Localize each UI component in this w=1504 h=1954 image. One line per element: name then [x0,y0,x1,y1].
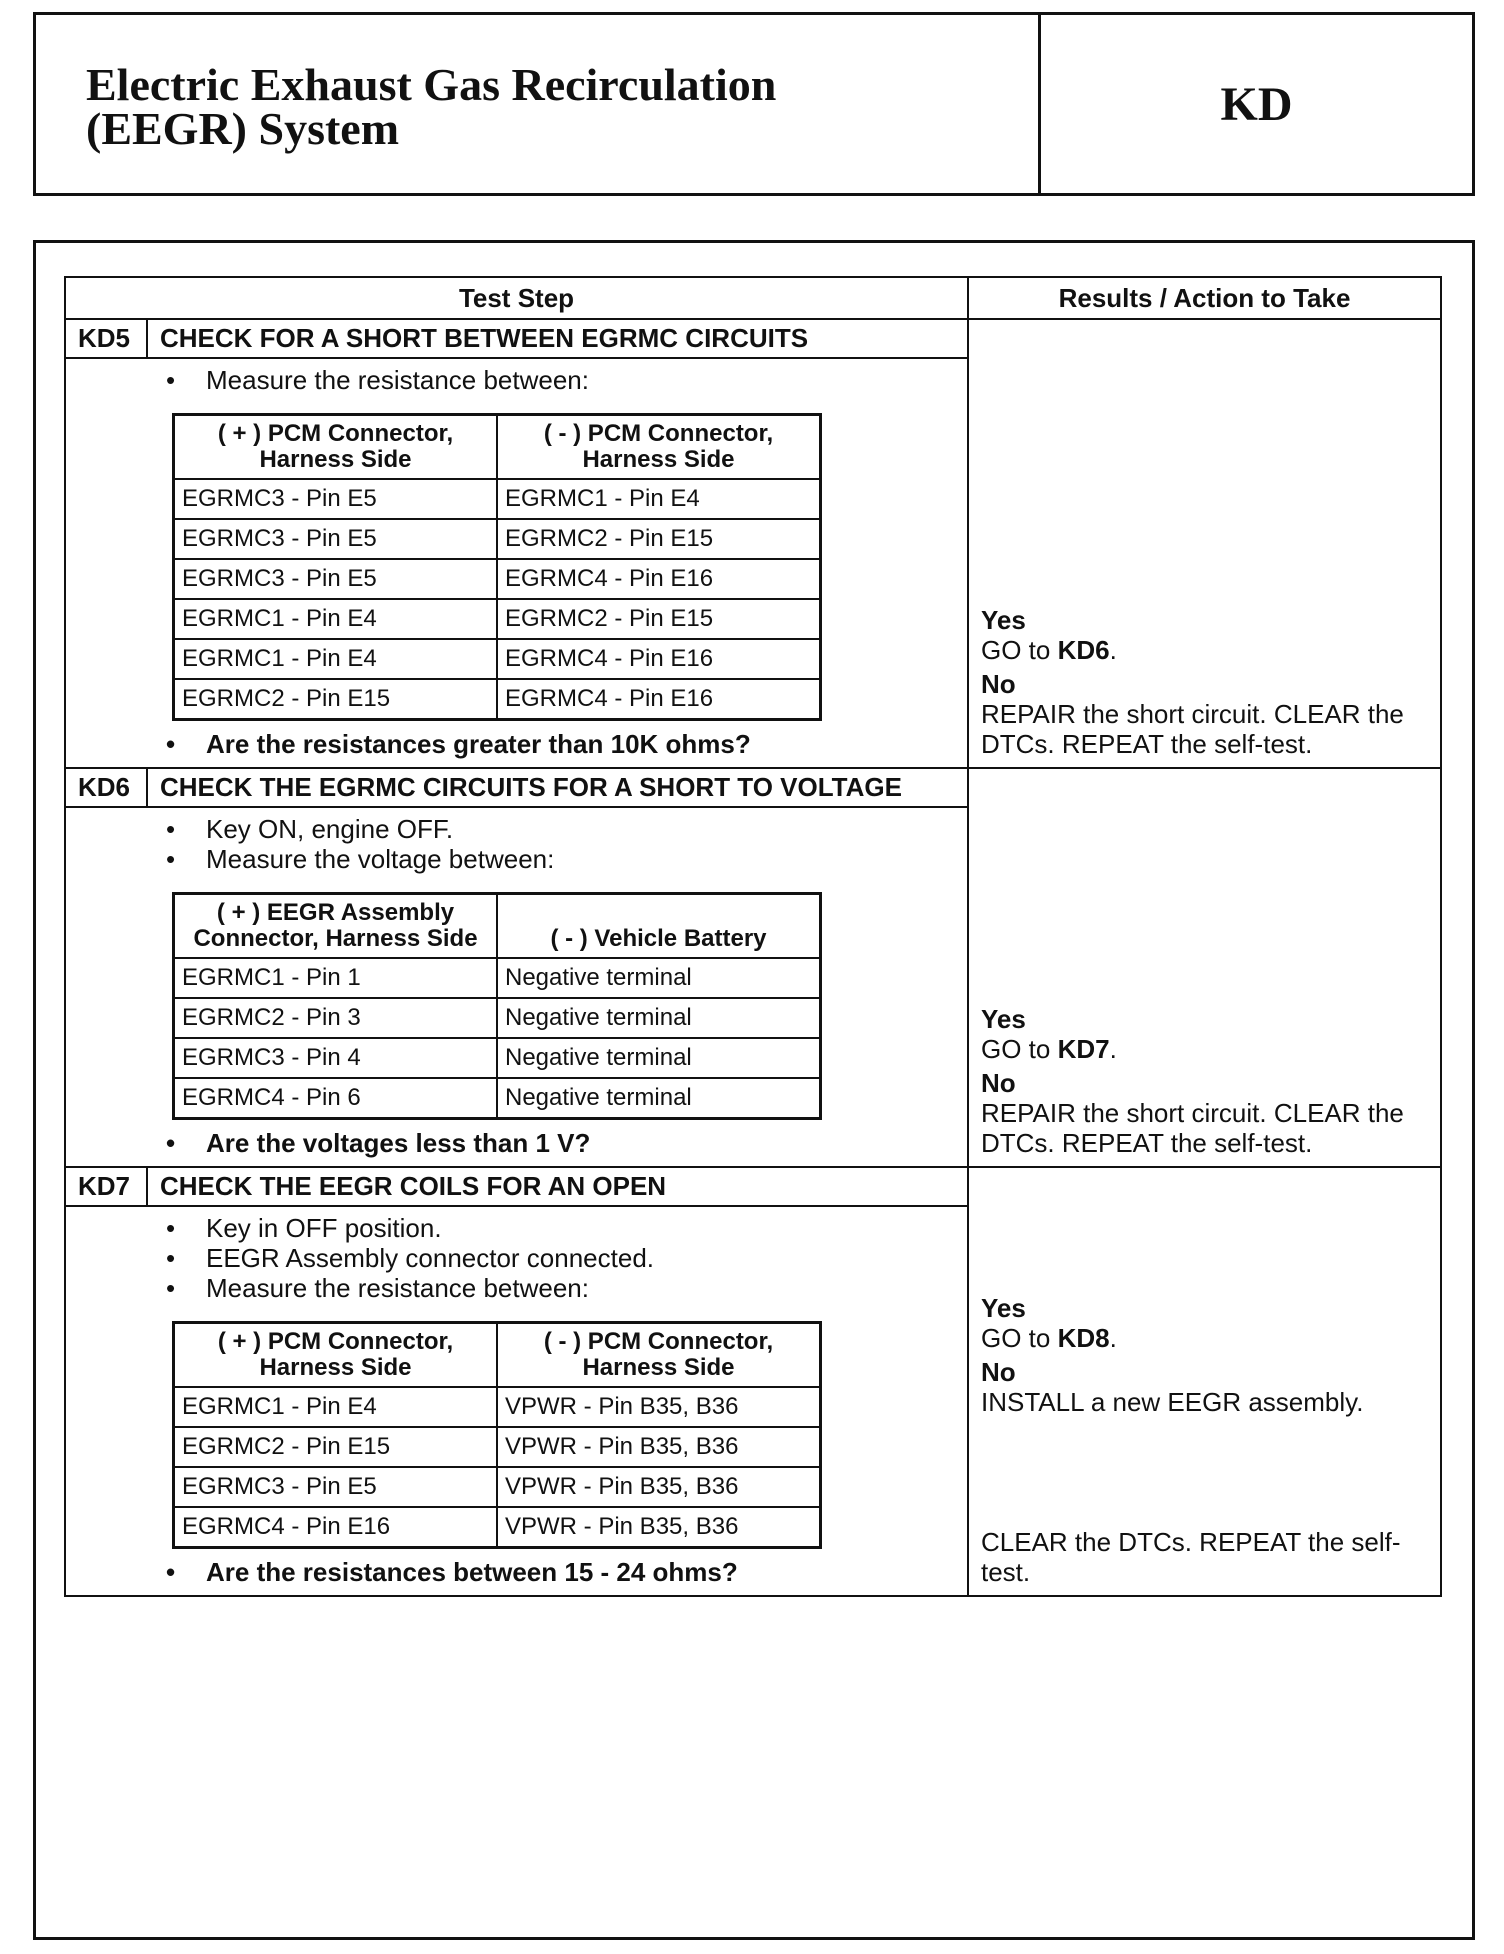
table-cell: EGRMC4 - Pin E16 [174,1507,498,1548]
table-cell: EGRMC3 - Pin E5 [174,519,498,559]
col-header-results: Results / Action to Take [968,277,1441,319]
page-title-line2: (EEGR) System [86,103,400,154]
step-question: • Are the voltages less than 1 V? [160,1128,967,1158]
result-kd7: Yes GO to KD8. No INSTALL a new EEGR assembly. CLEAR the DTCs. REPEAT the self-test. [969,1293,1440,1595]
step-title: CHECK THE EEGR COILS FOR AN OPEN [160,1171,667,1201]
table-cell: VPWR - Pin B35, B36 [497,1507,821,1548]
table-row [174,958,821,998]
table-row [174,679,821,720]
measurement-col-negative: ( - ) PCM Connector, Harness Side [497,415,821,480]
no-action: INSTALL a new EEGR assembly. [981,1387,1364,1417]
go-to-target: KD8 [1057,1323,1110,1353]
yes-label: Yes [981,605,1026,635]
step-id: KD7 [66,1168,148,1205]
no-label: No [981,669,1016,699]
go-to-target: KD7 [1057,1034,1110,1064]
go-to-target: KD6 [1057,635,1110,665]
instruction: • Measure the resistance between: [160,365,967,395]
table-cell: EGRMC2 - Pin E15 [174,679,498,720]
measurement-col-positive: ( + ) PCM Connector, Harness Side [174,1323,498,1388]
measurement-table [172,892,822,1120]
step-question: • Are the resistances between 15 - 24 ohms? [160,1557,967,1587]
table-row [174,1467,821,1507]
yes-label: Yes [981,1004,1026,1034]
step-id: KD6 [66,769,148,806]
table-cell: EGRMC3 - Pin 4 [174,1038,498,1078]
measurement-col-negative: ( - ) PCM Connector, Harness Side [497,1323,821,1388]
yes-label: Yes [981,1293,1026,1323]
table-cell: EGRMC3 - Pin E5 [174,559,498,599]
no-action: REPAIR the short circuit. CLEAR the DTCs. REPEAT the self-test. [981,1098,1404,1158]
table-cell: EGRMC2 - Pin E15 [497,519,821,559]
table-cell: Negative terminal [497,998,821,1038]
table-cell: EGRMC1 - Pin E4 [174,1387,498,1427]
table-row [174,519,821,559]
page-header [33,12,1475,196]
table-row [174,1507,821,1548]
step-title: CHECK FOR A SHORT BETWEEN EGRMC CIRCUITS [160,323,809,353]
no-label: No [981,1068,1016,1098]
instruction: • Measure the voltage between: [160,844,967,874]
section-code: KD [1220,77,1293,131]
table-cell: EGRMC2 - Pin 3 [174,998,498,1038]
table-cell: VPWR - Pin B35, B36 [497,1467,821,1507]
step-title: CHECK THE EGRMC CIRCUITS FOR A SHORT TO VOLTAGE [160,772,902,802]
table-row [174,639,821,679]
table-cell: EGRMC2 - Pin E15 [497,599,821,639]
measurement-table [172,1321,822,1549]
measurement-col-negative: ( - ) Vehicle Battery [497,894,821,959]
table-row [174,599,821,639]
table-cell: EGRMC4 - Pin 6 [174,1078,498,1119]
go-to-text: GO to [981,1034,1051,1064]
table-cell: Negative terminal [497,1038,821,1078]
table-row [174,1387,821,1427]
step-id: KD5 [66,320,148,357]
table-cell: VPWR - Pin B35, B36 [497,1427,821,1467]
measurement-table [172,413,822,721]
table-cell: EGRMC1 - Pin E4 [174,639,498,679]
instruction: • EEGR Assembly connector connected. [160,1243,967,1273]
table-cell: EGRMC2 - Pin E15 [174,1427,498,1467]
table-row [174,479,821,519]
step-question: • Are the resistances greater than 10K ohms? [160,729,967,759]
table-row [174,1427,821,1467]
go-to-text: GO to [981,1323,1051,1353]
table-cell: EGRMC4 - Pin E16 [497,679,821,720]
table-row [174,1078,821,1119]
table-cell: EGRMC3 - Pin E5 [174,479,498,519]
table-row [174,998,821,1038]
no-action: REPAIR the short circuit. CLEAR the DTCs. REPEAT the self-test. [981,699,1404,759]
table-cell: EGRMC3 - Pin E5 [174,1467,498,1507]
step-row-kd6 [65,768,1441,1167]
measurement-col-positive: ( + ) PCM Connector, Harness Side [174,415,498,480]
table-row [174,559,821,599]
table-cell: EGRMC4 - Pin E16 [497,559,821,599]
instruction: • Key ON, engine OFF. [160,814,967,844]
page-title [36,15,1041,193]
table-cell: VPWR - Pin B35, B36 [497,1387,821,1427]
table-cell: Negative terminal [497,1078,821,1119]
table-cell: EGRMC1 - Pin E4 [174,599,498,639]
result-kd6: Yes GO to KD7. No REPAIR the short circuit. CLEAR the DTCs. REPEAT the self-test. [969,1004,1440,1166]
instruction: • Measure the resistance between: [160,1273,967,1303]
go-to-text: GO to [981,635,1051,665]
final-action: CLEAR the DTCs. REPEAT the self-test. [981,1527,1401,1587]
instruction: • Key in OFF position. [160,1213,967,1243]
no-label: No [981,1357,1016,1387]
table-row [174,1038,821,1078]
table-cell: Negative terminal [497,958,821,998]
measurement-col-positive: ( + ) EEGR Assembly Connector, Harness Side [174,894,498,959]
table-cell: EGRMC1 - Pin E4 [497,479,821,519]
pinpoint-test-table [64,276,1442,1597]
result-kd5: Yes GO to KD6. No REPAIR the short circuit. CLEAR the DTCs. REPEAT the self-test. [969,605,1440,767]
table-cell: EGRMC4 - Pin E16 [497,639,821,679]
page-title-line1: Electric Exhaust Gas Recirculation [86,59,777,110]
step-row-kd5 [65,319,1441,768]
table-cell: EGRMC1 - Pin 1 [174,958,498,998]
col-header-test-step: Test Step [65,277,968,319]
step-row-kd7 [65,1167,1441,1596]
